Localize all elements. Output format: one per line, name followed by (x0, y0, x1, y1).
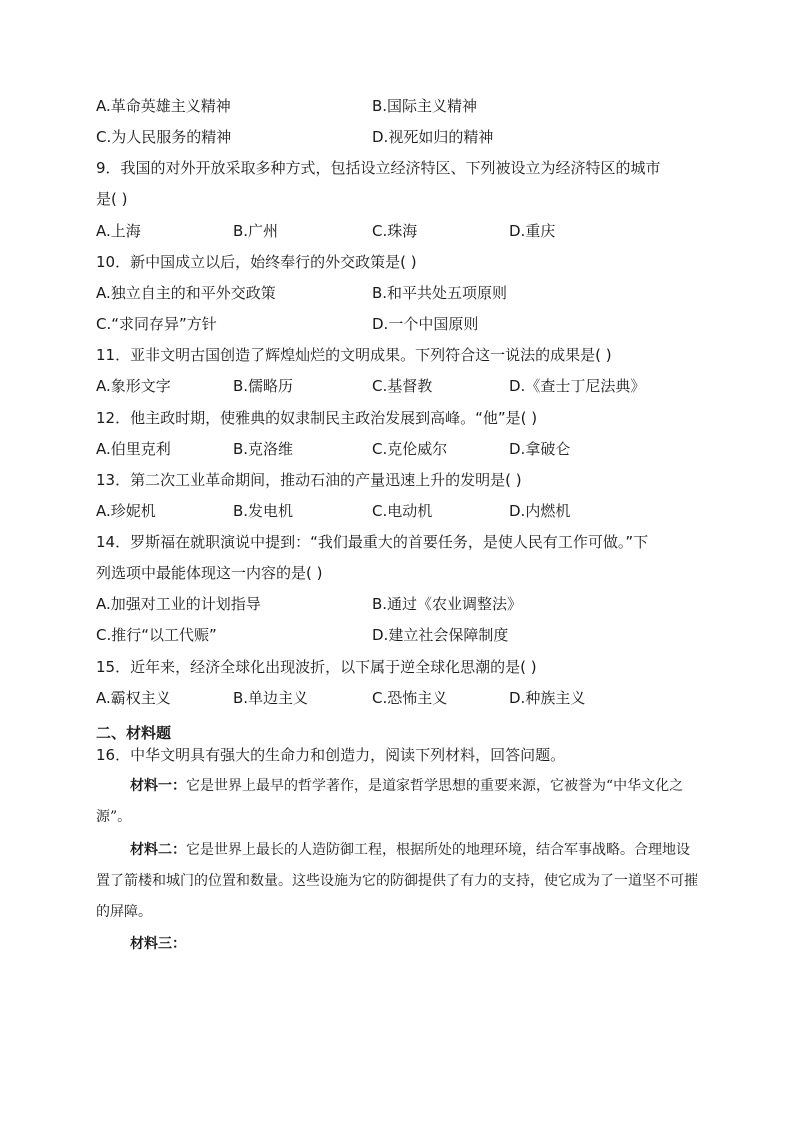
q16-stem: 16．中华文明具有强大的生命力和创造力，阅读下列材料，回答问题。 (96, 746, 566, 764)
q13-option-d: D.内燃机 (509, 502, 571, 520)
q16-material-1 (96, 771, 701, 833)
q9-option-c: C.珠海 (372, 222, 418, 240)
q12-option-c: C.克伦威尔 (372, 440, 448, 458)
q16-material-3 (96, 929, 701, 960)
q8-option-a: A.革命英雄主义精神 (96, 97, 231, 115)
q15-option-d: D.种族主义 (509, 689, 586, 707)
q12-option-d: D.拿破仑 (509, 440, 571, 458)
q15-option-a: A.霸权主义 (96, 689, 171, 707)
q10-stem: 10．新中国成立以后，始终奉行的外交政策是( ) (96, 253, 417, 271)
q14-option-c: C.推行“以工代赈” (96, 626, 217, 644)
q13-stem: 13．第二次工业革命期间，推动石油的产量迅速上升的发明是( ) (96, 471, 522, 489)
q13-option-b: B.发电机 (233, 502, 294, 520)
q10-option-b: B.和平共处五项原则 (372, 284, 508, 302)
q13-option-a: A.珍妮机 (96, 502, 156, 520)
q14-stem-line-1: 14．罗斯福在就职演说中提到：“我们最重大的首要任务，是使人民有工作可做。”下 (96, 533, 649, 551)
q12-option-a: A.伯里克利 (96, 440, 171, 458)
q10-option-a: A.独立自主的和平外交政策 (96, 284, 276, 302)
material-3-label: 材料三： (130, 936, 186, 952)
q12-option-b: B.克洛维 (233, 440, 294, 458)
q9-option-d: D.重庆 (509, 222, 556, 240)
q11-option-d: D.《查士丁尼法典》 (509, 377, 646, 395)
q8-option-d: D.视死如归的精神 (372, 128, 494, 146)
q9-stem-line-2: 是( ) (96, 190, 128, 208)
q11-stem: 11．亚非文明古国创造了辉煌灿烂的文明成果。下列符合这一说法的成果是( ) (96, 346, 612, 364)
q15-option-b: B.单边主义 (233, 689, 309, 707)
q8-option-c: C.为人民服务的精神 (96, 128, 232, 146)
q16-material-2 (96, 835, 701, 928)
material-1-text: 它是世界上最早的哲学著作，是道家哲学思想的重要来源，它被誉为“中华文化之源”。 (96, 778, 684, 825)
q9-option-a: A.上海 (96, 222, 141, 240)
material-2-text: 它是世界上最长的人造防御工程，根据所处的地理环境，结合军事战略。合理地设置了箭楼和城门的位置和数量。这些设施为它的防御提供了有力的支持，使它成为了一道坚不可摧的屏障。 (96, 842, 698, 920)
q8-option-b: B.国际主义精神 (372, 97, 478, 115)
material-2-label: 材料二： (130, 842, 186, 858)
section-title-materials: 二、材料题 (96, 724, 172, 742)
q11-option-b: B.儒略历 (233, 377, 294, 395)
q14-option-b: B.通过《农业调整法》 (372, 595, 523, 613)
q15-stem: 15．近年来，经济全球化出现波折，以下属于逆全球化思潮的是( ) (96, 658, 537, 676)
q12-stem: 12．他主政时期，使雅典的奴隶制民主政治发展到高峰。“他”是( ) (96, 409, 538, 427)
q9-option-b: B.广州 (233, 222, 279, 240)
q10-option-d: D.一个中国原则 (372, 315, 479, 333)
q14-option-a: A.加强对工业的计划指导 (96, 595, 261, 613)
q13-option-c: C.电动机 (372, 502, 433, 520)
material-1-label: 材料一： (130, 778, 186, 794)
q9-stem-line-1: 9．我国的对外开放采取多种方式，包括设立经济特区、下列被设立为经济特区的城市 (96, 159, 661, 177)
q11-option-a: A.象形文字 (96, 377, 171, 395)
q10-option-c: C.“求同存异”方针 (96, 315, 217, 333)
q11-option-c: C.基督教 (372, 377, 433, 395)
q14-option-d: D.建立社会保障制度 (372, 626, 509, 644)
q14-stem-line-2: 列选项中最能体现这一内容的是( ) (96, 564, 323, 582)
q15-option-c: C.恐怖主义 (372, 689, 448, 707)
